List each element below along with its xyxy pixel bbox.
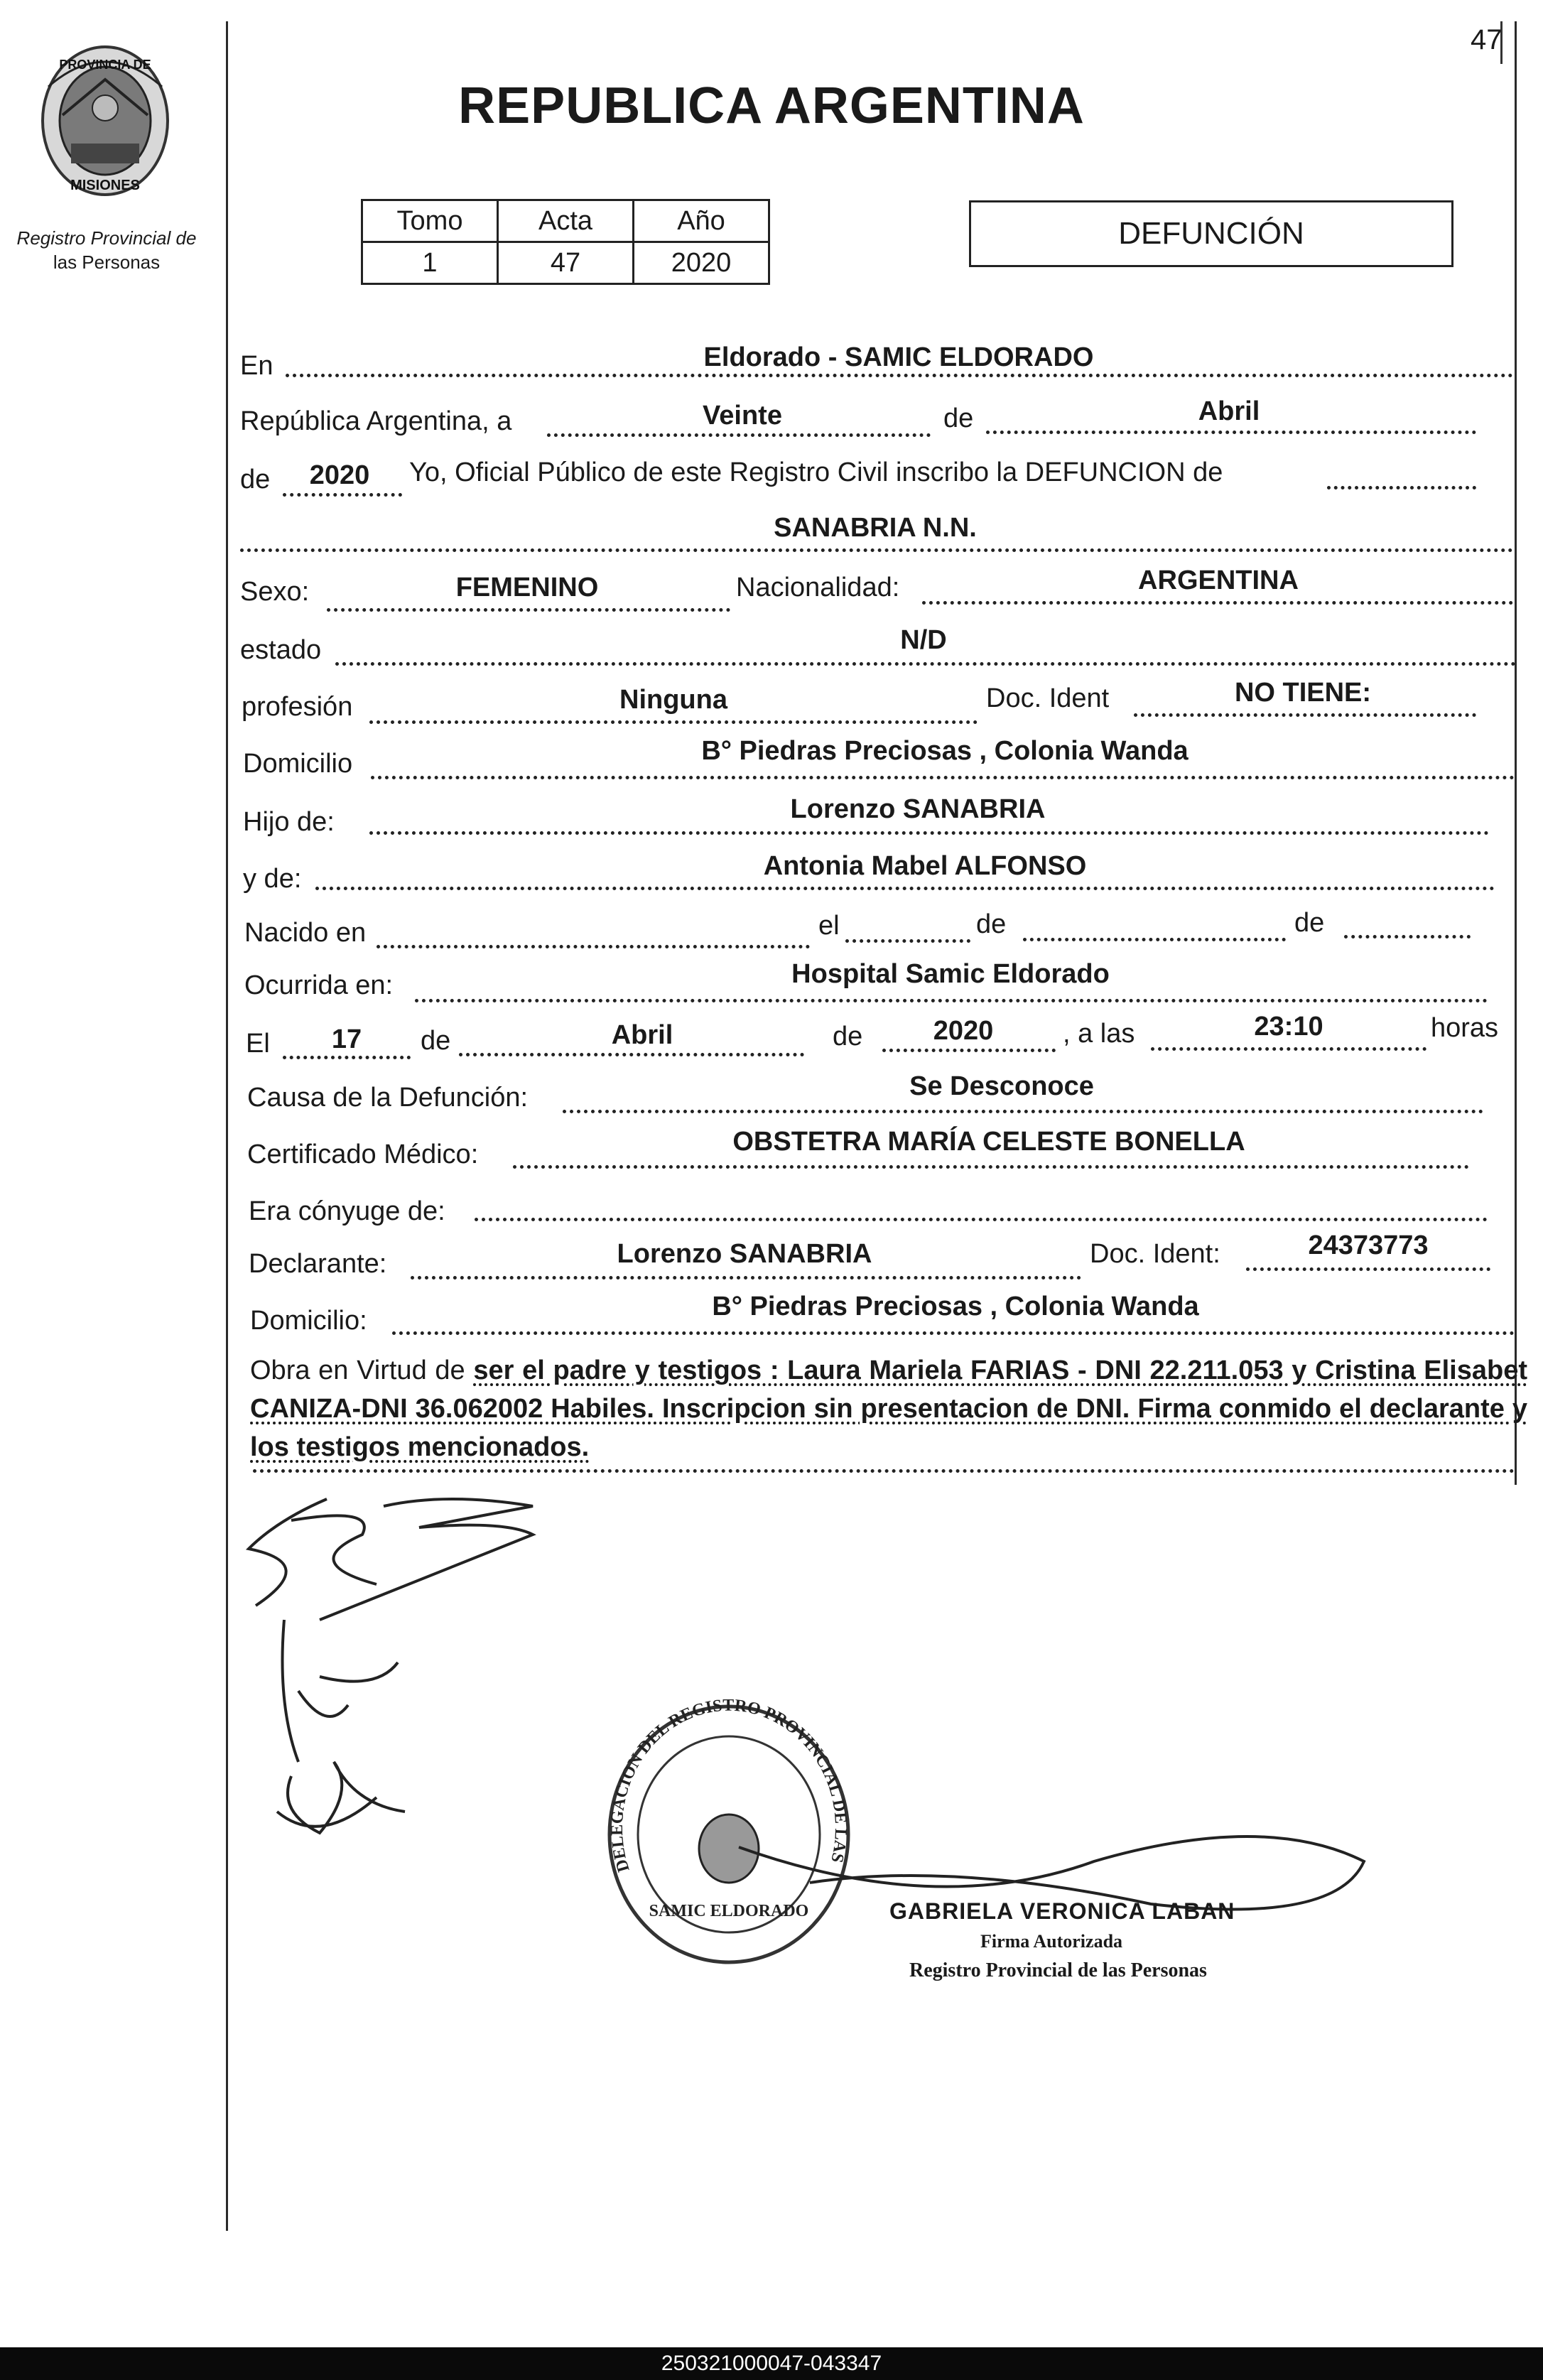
deceased-name: SANABRIA N.N.: [774, 513, 977, 543]
oficial-dotted-line: [1327, 486, 1476, 489]
hijo-dotted-line: [369, 831, 1489, 835]
tomo-header: Tomo: [362, 200, 498, 242]
domicilio2-label: Domicilio:: [250, 1306, 367, 1336]
obra-label: Obra en Virtud de: [250, 1356, 465, 1385]
time-value: 23:10: [1254, 1012, 1323, 1042]
reference-table-value-row: [362, 242, 769, 284]
obra-paragraph: [250, 1351, 1527, 1466]
year-dotted-line: [283, 493, 402, 497]
reference-table: [361, 199, 770, 285]
nacido-label: Nacido en: [244, 918, 367, 948]
nacionalidad-dotted-line: [922, 601, 1513, 605]
certificado-value: OBSTETRA MARÍA CELESTE BONELLA: [732, 1127, 1245, 1157]
el-year-dotted-line: [882, 1049, 1056, 1052]
profesion-dotted-line: [369, 720, 978, 724]
yde-dotted-line: [315, 887, 1495, 890]
declarante-value: Lorenzo SANABRIA: [617, 1239, 872, 1269]
footer-bar: [0, 2347, 1543, 2380]
el-year-value: 2020: [933, 1016, 994, 1046]
registry-caption-line1: Registro Provincial de: [16, 227, 197, 249]
ocurrida-value: Hospital Samic Eldorado: [791, 959, 1110, 989]
obra-end-dotted-line: [253, 1469, 1515, 1473]
domicilio-value: B° Piedras Preciosas , Colonia Wanda: [701, 736, 1189, 766]
hijo-value: Lorenzo SANABRIA: [790, 794, 1046, 824]
declarante-doc-dotted-line: [1246, 1267, 1490, 1271]
anio-value: 2020: [634, 242, 769, 284]
hijo-label: Hijo de:: [243, 807, 335, 837]
el-month-dotted-line: [459, 1053, 804, 1056]
conyuge-dotted-line: [475, 1218, 1488, 1221]
nacionalidad-value: ARGENTINA: [1138, 566, 1299, 595]
ocurrida-dotted-line: [415, 999, 1488, 1002]
official-office: Registro Provincial de las Personas: [909, 1959, 1207, 1981]
ocurrida-label: Ocurrida en:: [244, 970, 394, 1000]
name-dotted-line: [240, 548, 1513, 552]
domicilio-label: Domicilio: [243, 749, 353, 779]
obra-value: ser el padre y testigos : Laura Mariela FARIAS - DNI 22.211.053 y Cristina Elisabet CANIZA-DNI 36.062002 Habiles. Inscripcion sin presentacion de DNI. Firma conmido el declarante y los testigos mencionados.: [250, 1356, 1527, 1462]
left-margin-line: [226, 21, 228, 2231]
year-de-label: de: [240, 465, 271, 494]
certificado-dotted-line: [513, 1165, 1469, 1169]
official-name: GABRIELA VERONICA LABAN: [889, 1898, 1235, 1924]
el-day-dotted-line: [283, 1056, 411, 1059]
doc-dotted-line: [1134, 713, 1476, 717]
reference-table-header-row: [362, 200, 769, 242]
el-de-label: de: [421, 1026, 451, 1056]
causa-label: Causa de la Defunción:: [247, 1083, 529, 1113]
el-label: El: [246, 1029, 270, 1059]
stamp-inner-text: SAMIC ELDORADO: [649, 1902, 809, 1920]
nacido-de2-dotted-line: [1344, 935, 1471, 939]
nacido-de1-label: de: [976, 909, 1007, 939]
acta-value: 47: [498, 242, 634, 284]
yde-label: y de:: [243, 864, 302, 894]
official-role: Firma Autorizada: [980, 1931, 1123, 1952]
seal-top-text: PROVINCIA DE: [59, 58, 151, 72]
right-margin-line: [1515, 21, 1517, 1485]
nacido-dotted-line: [377, 945, 810, 948]
anio-header: Año: [634, 200, 769, 242]
month-dotted-line: [986, 431, 1476, 434]
estado-dotted-line: [335, 662, 1516, 666]
horas-label: horas: [1431, 1013, 1499, 1043]
acta-header: Acta: [498, 200, 634, 242]
alas-label: , a las: [1063, 1019, 1135, 1049]
oficial-text: Yo, Oficial Público de este Registro Civil inscribo la DEFUNCION de: [409, 458, 1223, 487]
nacido-el-label: el: [818, 911, 840, 941]
conyuge-label: Era cónyuge de:: [249, 1196, 445, 1226]
registry-caption-line2: las Personas: [53, 251, 161, 273]
document-title: REPUBLICA ARGENTINA: [458, 77, 1085, 134]
seal-bottom-text: MISIONES: [70, 178, 140, 193]
footer-code: 250321000047-043347: [661, 2352, 882, 2375]
declarant-signatures: [234, 1478, 661, 1904]
domicilio2-dotted-line: [392, 1331, 1515, 1335]
profesion-value: Ninguna: [619, 685, 727, 715]
yde-value: Antonia Mabel ALFONSO: [763, 851, 1087, 881]
act-type-box: DEFUNCIÓN: [969, 200, 1453, 267]
day-dotted-line: [547, 433, 931, 437]
doc-label: Doc. Ident: [986, 683, 1110, 713]
declarante-dotted-line: [411, 1276, 1081, 1280]
profesion-label: profesión: [242, 692, 353, 722]
year-value: 2020: [309, 460, 370, 490]
causa-value: Se Desconoce: [909, 1071, 1094, 1101]
estado-label: estado: [240, 635, 322, 665]
nacido-el-dotted-line: [845, 939, 970, 943]
sexo-label: Sexo:: [240, 577, 310, 607]
nacido-de2-label: de: [1294, 908, 1325, 938]
declarante-label: Declarante:: [249, 1249, 387, 1279]
sexo-dotted-line: [327, 608, 730, 612]
nacido-de1-dotted-line: [1023, 938, 1286, 941]
declarante-doc-label: Doc. Ident:: [1090, 1239, 1220, 1269]
month-value: Abril: [1198, 396, 1260, 426]
domicilio-dotted-line: [371, 776, 1515, 779]
page-number: 47: [1471, 24, 1503, 55]
nacionalidad-label: Nacionalidad:: [736, 573, 900, 602]
declarante-doc-value: 24373773: [1308, 1230, 1429, 1260]
sexo-value: FEMENINO: [455, 573, 599, 602]
el-de2-label: de: [833, 1022, 863, 1051]
day-de-label: de: [943, 404, 974, 433]
stamp-ring-text: DELEGACION DEL REGISTRO PROVINCIAL DE LAS: [607, 1699, 850, 1874]
en-label: En: [240, 351, 274, 381]
doc-value: NO TIENE:: [1234, 678, 1372, 708]
en-dotted-line: [286, 374, 1513, 377]
el-month-value: Abril: [611, 1020, 673, 1050]
el-day-value: 17: [331, 1024, 362, 1054]
tomo-value: 1: [362, 242, 498, 284]
time-dotted-line: [1151, 1047, 1426, 1051]
certificado-label: Certificado Médico:: [247, 1140, 479, 1169]
domicilio2-value: B° Piedras Preciosas , Colonia Wanda: [712, 1292, 1199, 1321]
day-value: Veinte: [703, 401, 782, 431]
republica-label: República Argentina, a: [240, 406, 512, 436]
registry-caption: [0, 226, 213, 274]
en-value: Eldorado - SAMIC ELDORADO: [703, 342, 1094, 372]
estado-value: N/D: [900, 625, 947, 655]
causa-dotted-line: [563, 1110, 1483, 1113]
